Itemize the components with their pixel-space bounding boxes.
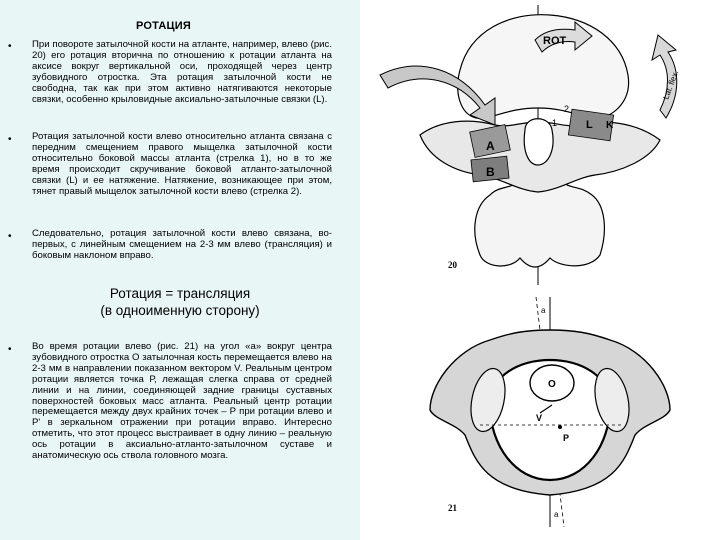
label-lat-flex: Lat. flex.	[661, 69, 681, 101]
figure-20	[360, 0, 720, 290]
label-a: A	[486, 139, 495, 153]
slide-title: РОТАЦИЯ	[136, 20, 191, 32]
formula-heading	[50, 285, 310, 319]
label-angle-a-bottom: a	[554, 510, 559, 519]
label-v: V	[536, 413, 543, 423]
figures-panel	[360, 0, 720, 540]
point-p	[558, 425, 562, 429]
bullet-4: •	[8, 344, 12, 355]
formula-heading-line-1: Ротация = трансляция	[109, 286, 251, 301]
dens	[524, 119, 553, 165]
paragraph-2: Ротация затылочной кости влево относительно атланта связана с передним смещением правого мыщелка затылочной кости относительно боковой массы атланта (стрелка 1), но в то же время происходит скручивание боковой атланто-затылочной связки (L) и ее натяжение. Натяжение, возникающее при этом, тянет правый мыщелок затылочной кости влево (стрелка 2).	[32, 131, 332, 197]
label-b: B	[486, 165, 495, 179]
figure-21-number: 21	[448, 503, 457, 513]
figure-21	[360, 295, 720, 535]
axis-vertebra-body	[475, 180, 605, 267]
label-p: P	[563, 433, 570, 443]
figure-20-number: 20	[448, 260, 457, 270]
label-2: 2	[564, 104, 570, 114]
paragraph-1: При повороте затылочной кости на атланте, например, влево (рис. 20) его ротация вторична по отношению к ротации атланта на аксисе вокруг вертикальной оси, проходящей через центр зубовидного отростка. Эта ротация затылочной кости не свободна, так как при этом активно натягиваются некоторые связки, особенно крыловидные аксиально-затылочные связки (L).	[32, 39, 332, 105]
label-rot: ROT	[543, 35, 567, 47]
label-angle-a-top: a	[541, 306, 546, 315]
paragraph-4: Во время ротации влево (рис. 21) на угол «а» вокруг центра зубовидного отростка О затылочная кость перемещается влево на 2-3 мм в направлении показанном вектором V. Реальным центром ротации является точка Р, лежащая слегка справа от средней линии и на линии, соединяющей задние границы суставных поверхностей боковых масс атланта. Реальный центр ротации перемещается между двух крайних точек – Р при ротации влево и Р' в зеркальном отражении при ротации вправо. Интересно отметить, что этот процесс выстраивает в одну линию – реальную ось ротации в аксиально-атланто-затылочном суставе и анатомическую ось ствола головного мозга.	[32, 341, 332, 462]
label-o: O	[548, 379, 556, 390]
bullet-1: •	[8, 41, 12, 52]
bullet-2: •	[8, 134, 12, 145]
text-column	[0, 0, 340, 540]
paragraph-3: Следовательно, ротация затылочной кости влево связана, во-первых, с линейным смещением на 2-3 мм влево (трансляция) и боковым наклоном вправо.	[32, 228, 332, 261]
label-1: 1	[552, 118, 558, 128]
bullet-3: •	[8, 231, 12, 242]
label-k: K	[606, 120, 614, 131]
formula-heading-line-2: (в одноименную сторону)	[100, 303, 260, 318]
label-l: L	[586, 119, 593, 131]
